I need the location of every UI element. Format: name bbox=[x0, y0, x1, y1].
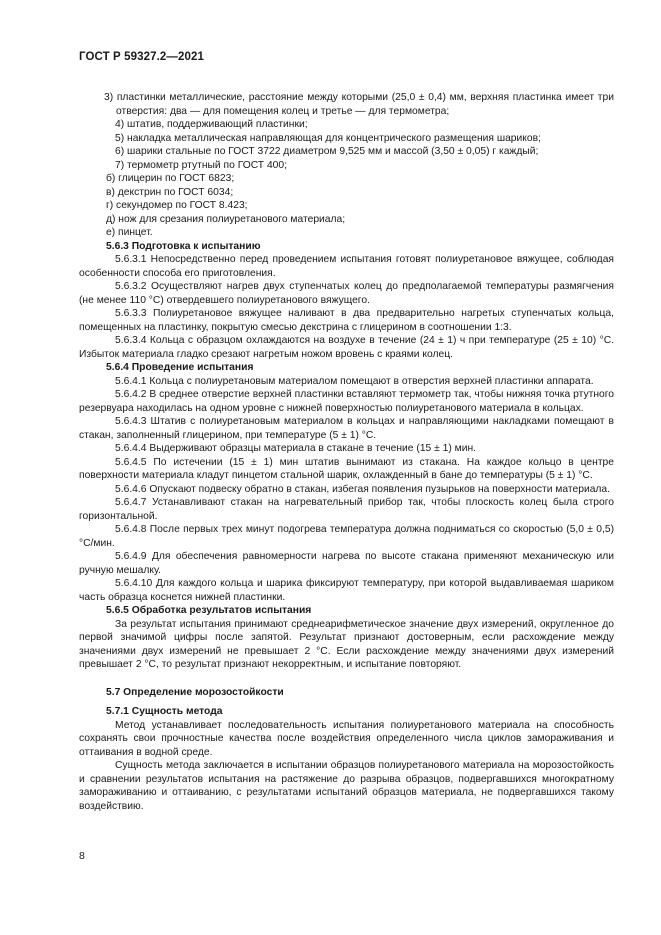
paragraph-5-6-4-7: 5.6.4.7 Устанавливают стакан на нагревательный прибор так, чтобы плоскость колец была строго горизонтальной. bbox=[79, 497, 614, 522]
equipment-item-3: 3) пластинки металлические, расстояние между которыми (25,0 ± 0,4) мм, верхняя пластинка имеет три отверстия: два — для помещения колец и третье — для термометра; bbox=[104, 92, 614, 117]
paragraph-5-6-4-8: 5.6.4.8 После первых трех минут подогрева температура должна подниматься со скоростью (5,0 ± 0,5) °C/мин. bbox=[79, 524, 614, 549]
paragraph-5-6-4-3: 5.6.4.3 Штатив с полиуретановым материалом в кольцах и направляющими накладками помещают в стакан, заполненный глицерином, при температуре (5 ± 1) °C. bbox=[79, 416, 614, 441]
paragraph-5-6-3-2: 5.6.3.2 Осуществляют нагрев двух ступенчатых колец до предполагаемой температуры размягчения (не менее 110 °C) отвердевшего полиуретанового вяжущего. bbox=[79, 281, 614, 306]
paragraph-5-6-4-9: 5.6.4.9 Для обеспечения равномерности нагрева по высоте стакана применяют механическую или ручную мешалку. bbox=[79, 551, 614, 576]
list-item-g: г) секундомер по ГОСТ 8.423; bbox=[106, 200, 248, 211]
paragraph-5-7-1-2: Сущность метода заключается в испытании образцов полиуретанового материала на морозостойкость и сравнении результатов испытания на растяжение до разрыва образцов, подвергавшихся многократному замораживанию и оттаиванию, с результатами испытаний образцов материала, не подвергавшихся такому воздействию. bbox=[79, 760, 614, 812]
list-item-d: д) нож для срезания полиуретанового материала; bbox=[106, 213, 346, 225]
paragraph-5-6-4-6: 5.6.4.6 Опускают подвеску обратно в стакан, избегая появления пузырьков на поверхности материала. bbox=[115, 483, 611, 495]
paragraph-5-6-4-1: 5.6.4.1 Кольца с полиуретановым материалом помещают в отверстия верхней пластинки аппарата. bbox=[115, 375, 594, 387]
paragraph-5-7-1-1: Метод устанавливает последовательность испытания полиуретанового материала на способность сохранять свои прочностные качества после воздействия определенного числа циклов замораживания и оттаивания в водной среде. bbox=[79, 719, 614, 758]
list-item-e: е) пинцет. bbox=[106, 227, 153, 238]
section-heading-5-6-5: 5.6.5 Обработка результатов испытания bbox=[106, 605, 312, 616]
equipment-item-7: 7) термометр ртутный по ГОСТ 400; bbox=[115, 159, 287, 171]
page-number: 8 bbox=[79, 850, 85, 862]
paragraph-5-6-4-5: 5.6.4.5 По истечении (15 ± 1) мин штатив вынимают из стакана. На каждое кольцо в центре поверхности материала кладут пинцетом стальной шарик, охлажденный в бане до температуры (5 ± 1) °C. bbox=[79, 456, 614, 481]
section-gap bbox=[79, 672, 614, 686]
section-heading-5-7-1: 5.7.1 Сущность метода bbox=[106, 706, 223, 717]
paragraph-5-6-3-1: 5.6.3.1 Непосредственно перед проведением испытания готовят полиуретановое вяжущее, соблюдая особенности способа его приготовления. bbox=[79, 254, 614, 279]
document-header: ГОСТ Р 59327.2—2021 bbox=[79, 51, 204, 63]
paragraph-5-6-3-3: 5.6.3.3 Полиуретановое вяжущее наливают в два предварительно нагретых ступенчатых кольца, помещенных на пластинку, покрытую смесью декстрина с глицерином в соотношении 1:3. bbox=[79, 308, 614, 333]
paragraph-5-6-5: За результат испытания принимают среднеарифметическое значение двух измерений, округленное до первой значимой цифры после запятой. Результат признают достоверным, если расхождение между значениями двух измерений не превышает 2 °C. Если расхождение между значениями двух измерений превышает 2 °C, то результат признают некорректным, и испытание повторяют. bbox=[79, 618, 614, 670]
paragraph-5-6-4-4: 5.6.4.4 Выдерживают образцы материала в стакане в течение (15 ± 1) мин. bbox=[115, 443, 477, 454]
paragraph-5-6-4-2: 5.6.4.2 В среднее отверстие верхней пластинки вставляют термометр так, чтобы нижняя точка ртутного резервуара находилась на одном уровне с нижней поверхностью полиуретанового материала в кольцах. bbox=[79, 389, 614, 414]
equipment-item-6: 6) шарики стальные по ГОСТ 3722 диаметром 9,525 мм и массой (3,50 ± 0,05) г каждый; bbox=[115, 146, 539, 157]
document-body bbox=[79, 91, 614, 813]
paragraph-5-6-4-10: 5.6.4.10 Для каждого кольца и шарика фиксируют температуру, при которой выдавливаемая шариком часть образца коснется нижней пластинки. bbox=[79, 578, 614, 603]
section-heading-5-6-4: 5.6.4 Проведение испытания bbox=[106, 362, 254, 373]
list-item-v: в) декстрин по ГОСТ 6034; bbox=[106, 186, 234, 198]
section-heading-5-6-3: 5.6.3 Подготовка к испытанию bbox=[106, 240, 261, 252]
equipment-item-5: 5) накладка металлическая направляющая для концентрического размещения шариков; bbox=[115, 132, 541, 144]
section-heading-5-7: 5.7 Определение морозостойкости bbox=[106, 686, 284, 698]
list-item-b: б) глицерин по ГОСТ 6823; bbox=[106, 173, 235, 184]
equipment-item-4: 4) штатив, поддерживающий пластинки; bbox=[115, 119, 308, 130]
paragraph-5-6-3-4: 5.6.3.4 Кольца с образцом охлаждаются на воздухе в течение (24 ± 1) ч при температуре (25 ± 10) °C. Избыток материала гладко срезают нагретым ножом вровень с краями колец. bbox=[79, 335, 614, 360]
